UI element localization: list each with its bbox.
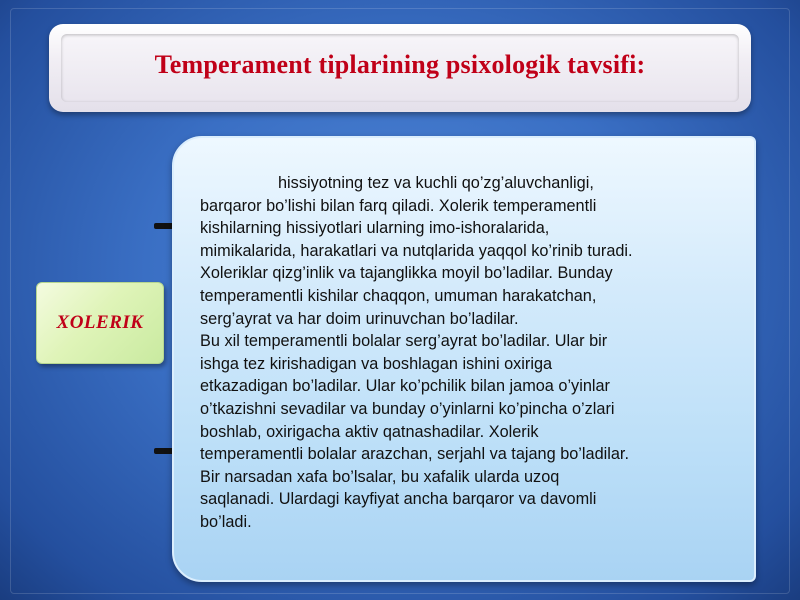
title-panel (61, 34, 739, 102)
text-line: saqlanadi. Ulardagi kayfiyat ancha barqaror va davomli (200, 490, 597, 509)
text-line: etkazadigan bo’ladilar. Ular ko’pchilik bilan jamoa o’yinlar (200, 377, 610, 396)
text-line: o’tkazishni sevadilar va bunday o’yinlarni ko’pincha o’zlari (200, 399, 615, 418)
text-line: temperamentli bolalar arazchan, serjahl va tajang bo’ladilar. (200, 445, 629, 464)
text-line: temperamentli kishilar chaqqon, umuman harakatchan, (200, 286, 597, 305)
temperament-label: XOLERIK (56, 312, 144, 333)
temperament-label-box (36, 282, 164, 364)
text-line: Xoleriklar qizg’inlik va tajanglikka moyil bo’ladilar. Bunday (200, 264, 613, 283)
text-line: mimikalarida, harakatlari va nutqlarida yaqqol ko’rinib turadi. (200, 241, 633, 260)
slide-title: Temperament tiplarining psixologik tavsifi: (154, 50, 646, 79)
text-line: bo’ladi. (200, 512, 252, 531)
text-line: barqaror bo’lishi bilan farq qiladi. Xolerik temperamentli (200, 196, 597, 215)
text-line: boshlab, oxirigacha aktiv qatnashadilar. Xolerik (200, 422, 539, 441)
connector-bottom (154, 448, 174, 454)
connector-top (154, 223, 174, 229)
text-line: serg’ayrat va har doim urinuvchan bo’ladilar. (200, 309, 519, 328)
text-line: Bir narsadan xafa bo’lsalar, bu xafalik ularda uzoq (200, 467, 560, 486)
text-line: kishilarning hissiyotlari ularning imo-ishoralarida, (200, 219, 550, 238)
description-panel (172, 136, 756, 582)
text-line: ishga tez kirishadigan va boshlagan ishini oxiriga (200, 354, 553, 373)
text-line: hissiyotning tez va kuchli qo’zg’aluvchanligi, (278, 174, 594, 192)
title-banner (49, 24, 751, 112)
text-line: Bu xil temperamentli bolalar serg’ayrat bo’ladilar. Ular bir (200, 332, 608, 351)
description-text (200, 172, 748, 534)
